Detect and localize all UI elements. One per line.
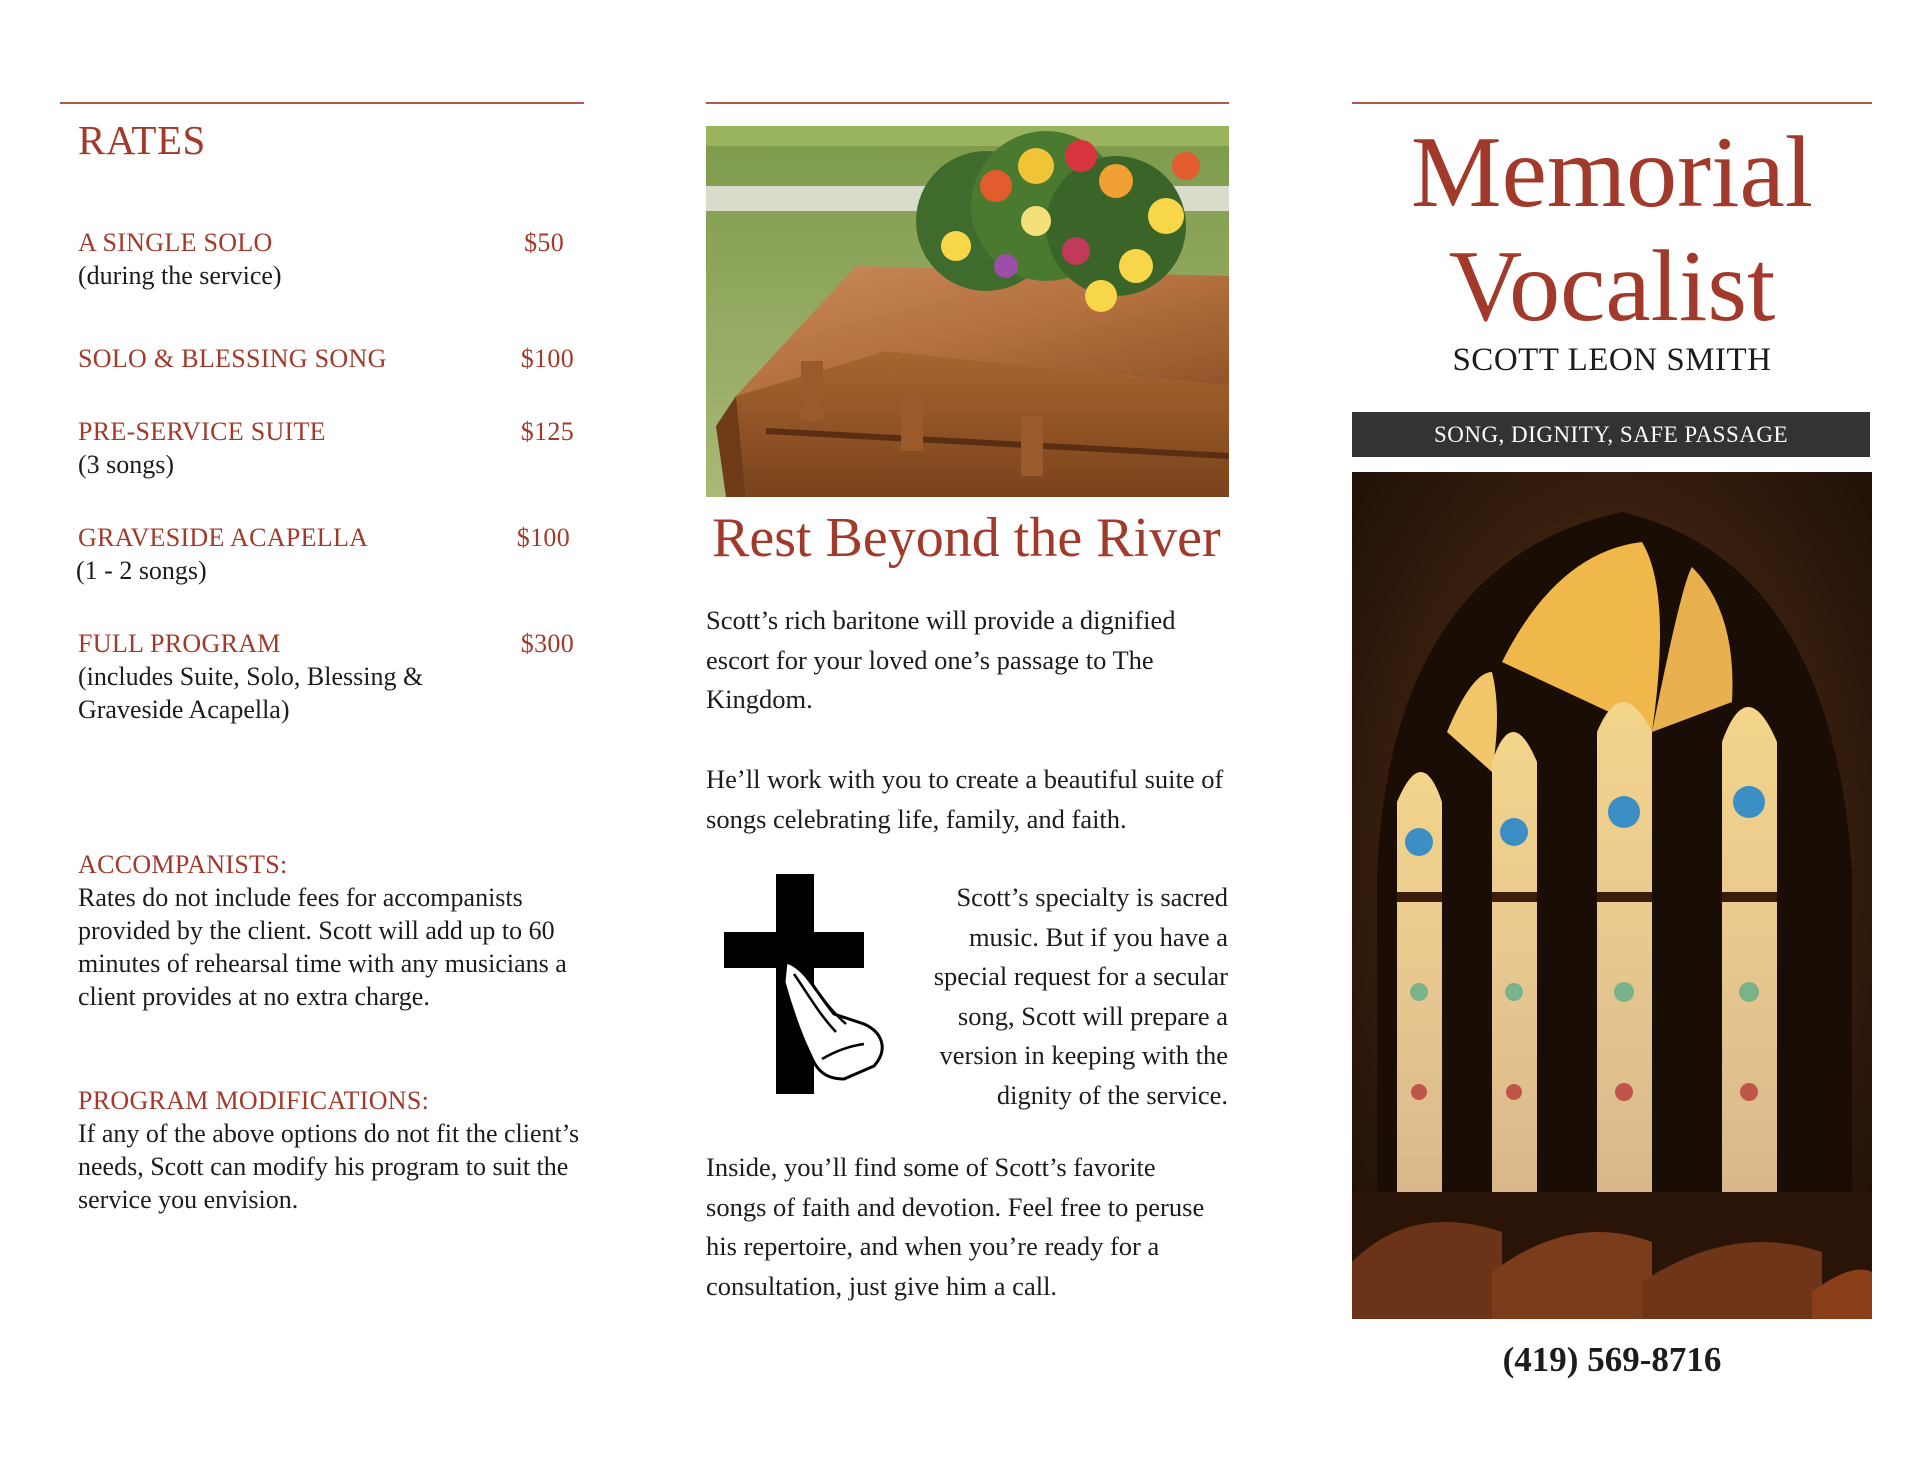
rate-name: GRAVESIDE ACAPELLA xyxy=(78,523,369,552)
cover-title-line2: Vocalist xyxy=(1448,230,1776,343)
rate-name: SOLO & BLESSING SONG xyxy=(78,344,387,373)
rate-price: $100 xyxy=(516,523,570,552)
rate-detail: (during the service) xyxy=(78,261,282,290)
middle-top-rule xyxy=(706,102,1229,104)
rates-title: RATES xyxy=(78,117,206,163)
phone-number: (419) 569-8716 xyxy=(1502,1340,1722,1379)
cover-title-line1: Memorial xyxy=(1410,116,1814,229)
repertoire-paragraph: Inside, you’ll find some of Scott’s favorite songs of faith and devotion. Feel free to peruse his repertoire, and when you’re ready for a consultation, just give him a call. xyxy=(706,1152,1205,1301)
right-top-rule xyxy=(1352,102,1872,104)
rate-name: FULL PROGRAM xyxy=(78,629,281,658)
rate-price: $125 xyxy=(520,417,574,446)
stained-glass-window-image xyxy=(1352,472,1872,1319)
specialty-paragraph: Scott’s specialty is sacred music. But if you have a special request for a secular song, Scott will prepare a version in keeping with the dignity of the service. xyxy=(933,882,1228,1110)
intro-paragraph: Scott’s rich baritone will provide a dignified escort for your loved one’s passage to The Kingdom. xyxy=(706,605,1176,714)
rate-item xyxy=(78,226,574,292)
rate-price: $300 xyxy=(520,629,574,658)
rate-name: A SINGLE SOLO xyxy=(78,228,273,257)
rate-name: PRE-SERVICE SUITE xyxy=(78,417,326,446)
rate-detail: (1 - 2 songs) xyxy=(76,556,207,585)
accompanists-body: Rates do not include fees for accompanists provided by the client. Scott will add up to 60 minutes of rehearsal time with any musicians a client provides at no extra charge. xyxy=(78,883,567,1011)
modifications-body: If any of the above options do not fit the client’s needs, Scott can modify his program to suit the service you envision. xyxy=(78,1119,580,1214)
accompanists-heading: ACCOMPANISTS: xyxy=(78,850,288,879)
rate-price: $50 xyxy=(524,228,564,257)
rate-item xyxy=(78,415,574,481)
modifications-section xyxy=(78,1084,588,1216)
rate-item xyxy=(78,521,574,587)
rate-detail: (3 songs) xyxy=(78,450,175,479)
left-top-rule xyxy=(60,102,584,104)
tagline-banner: SONG, DIGNITY, SAFE PASSAGE xyxy=(1352,412,1870,457)
accompanists-section xyxy=(78,848,578,1013)
rate-item xyxy=(78,627,574,726)
middle-title: Rest Beyond the River xyxy=(712,507,1221,569)
suite-paragraph: He’ll work with you to create a beautiful suite of songs celebrating life, family, and faith. xyxy=(706,764,1224,834)
rate-item xyxy=(78,342,574,375)
rate-price: $100 xyxy=(520,344,574,373)
modifications-heading: PROGRAM MODIFICATIONS: xyxy=(78,1086,430,1115)
vocalist-name: SCOTT LEON SMITH xyxy=(1452,342,1772,378)
rate-detail: (includes Suite, Solo, Blessing & Graveside Acapella) xyxy=(78,662,424,724)
casket-flowers-image xyxy=(706,126,1229,497)
cross-praying-hands-icon xyxy=(724,874,894,1094)
